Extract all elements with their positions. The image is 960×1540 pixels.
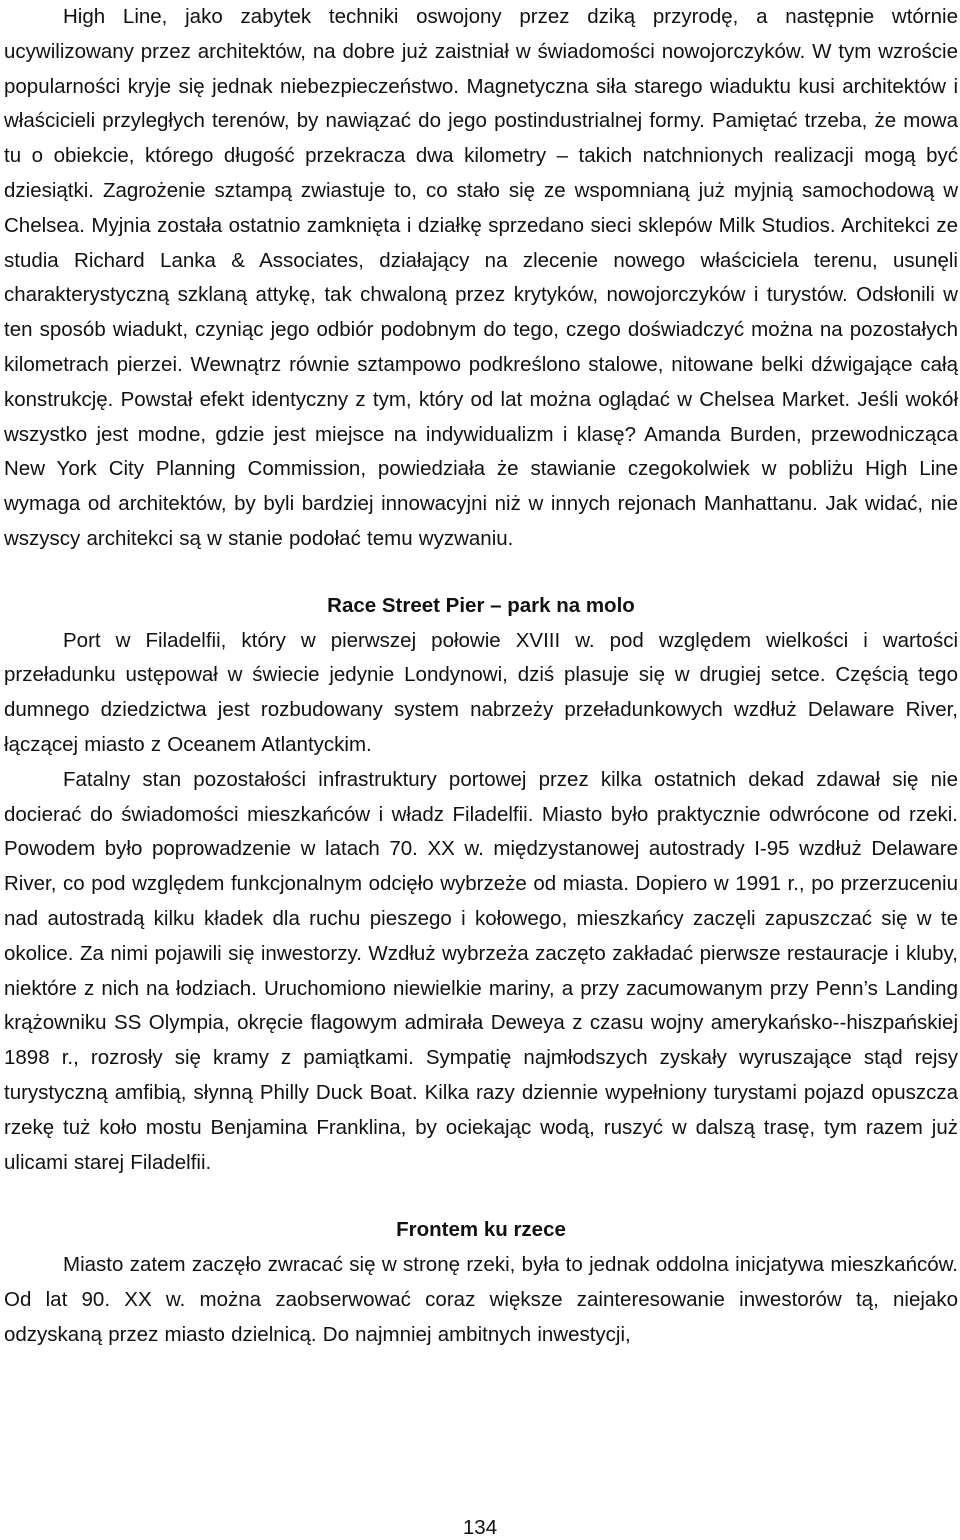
intro-paragraph: High Line, jako zabytek techniki oswojony przez dziką przyrodę, a następnie wtórnie ucywilizowany przez architektów, na dobre już zaistniał w świadomości nowojorczyków. W tym wzroście popularności kryje się jednak niebezpieczeństwo. Magnetyczna siła starego wiaduktu kusi architektów i właścicieli przyległych terenów, by nawiązać do jego postindustrialnej formy. Pamiętać trzeba, że mowa tu o obiekcie, którego długość przekracza dwa kilometry – takich natchnionych realizacji mogą być dziesiątki. Zagrożenie sztampą zwiastuje to, co stało się ze wspomnianą już myjnią samochodową w Chelsea. Myjnia została ostatnio zamknięta i działkę sprzedano sieci sklepów Milk Studios. Architekci ze studia Richard Lanka & Associates, działający na zlecenie nowego właściciela terenu, usunęli charakterystyczną szklaną attykę, tak chwaloną przez krytyków, nowojorczyków i turystów. Odsłonili w ten sposób wiadukt, czyniąc jego odbiór podobnym do tego, czego doświadczyć można na pozostałych kilometrach pierzei. Wewnątrz równie sztampowo podkreślono stalowe, nitowane belki dźwigające całą konstrukcję. Powstał efekt identyczny z tym, który od lat można oglądać w Chelsea Market. Jeśli wokół wszystko jest modne, gdzie jest miejsce na indywidualizm i klasę? Amanda Burden, przewodnicząca New York City Planning Commission, powiedziała że stawianie czegokolwiek w pobliżu High Line wymaga od architektów, by byli bardziej innowacyjni niż w innych rejonach Manhattanu. Jak widać, nie wszyscy architekci są w stanie podołać temu wyzwaniu. <box>4 5 958 550</box>
section-heading-race-street-pier: Race Street Pier – park na molo <box>327 593 635 617</box>
race-paragraph-2: Fatalny stan pozostałości infrastruktury portowej przez kilka ostatnich dekad zdawał się nie docierać do świadomości mieszkańców i władz Filadelfii. Miasto było praktycznie odwrócone od rzeki. Powodem było poprowadzenie w latach 70. XX w. międzystanowej autostrady I-95 wzdłuż Delaware River, co pod względem funkcjonalnym odcięło wybrzeże od miasta. Dopiero w 1991 r., po przerzuceniu nad autostradą kilku kładek dla ruchu pieszego i kołowego, mieszkańcy zaczęli zapuszczać się w te okolice. Za nimi pojawili się inwestorzy. Wzdłuż wybrzeża zaczęto zakładać pierwsze restauracje i kluby, niektóre z nich na łodziach. Uruchomiono niewielkie mariny, a przy zacumowanym przy Penn’s Landing krążowniku SS Olympia, okręcie flagowym admirała Deweya z czasu wojny amerykańsko--hiszpańskiej 1898 r., rozrosły się kramy z pamiątkami. Sympatię najmłodszych zyskały wyruszające stąd rejsy turystyczną amfibią, słynną Philly Duck Boat. Kilka razy dziennie wypełniony turystami pojazd opuszcza rzekę tuż koło mostu Benjamina Franklina, by ociekając wodą, ruszyć w dalszą trasę, tym razem już ulicami starej Filadelfii. <box>4 767 958 1174</box>
race-paragraph-1: Port w Filadelfii, który w pierwszej połowie XVIII w. pod względem wielkości i wartości przeładunku ustępował w świecie jedynie Londynowi, dziś plasuje się w drugiej setce. Częścią tego dumnego dziedzictwa jest rozbudowany system nabrzeży przeładunkowych wzdłuż Delaware River, łączącej miasto z Oceanem Atlantyckim. <box>4 628 958 756</box>
document-page <box>4 0 958 1352</box>
section-heading-frontem-ku-rzece: Frontem ku rzece <box>396 1218 566 1242</box>
front-paragraph-1: Miasto zatem zaczęło zwracać się w stronę rzeki, była to jednak oddolna inicjatywa mieszkańców. Od lat 90. XX w. można zaobserwować coraz większe zainteresowanie inwestorów tą, niejako odzyskaną przez miasto dzielnicą. Do najmniej ambitnych inwestycji, <box>4 1253 958 1346</box>
page-number: 134 <box>462 1516 498 1539</box>
